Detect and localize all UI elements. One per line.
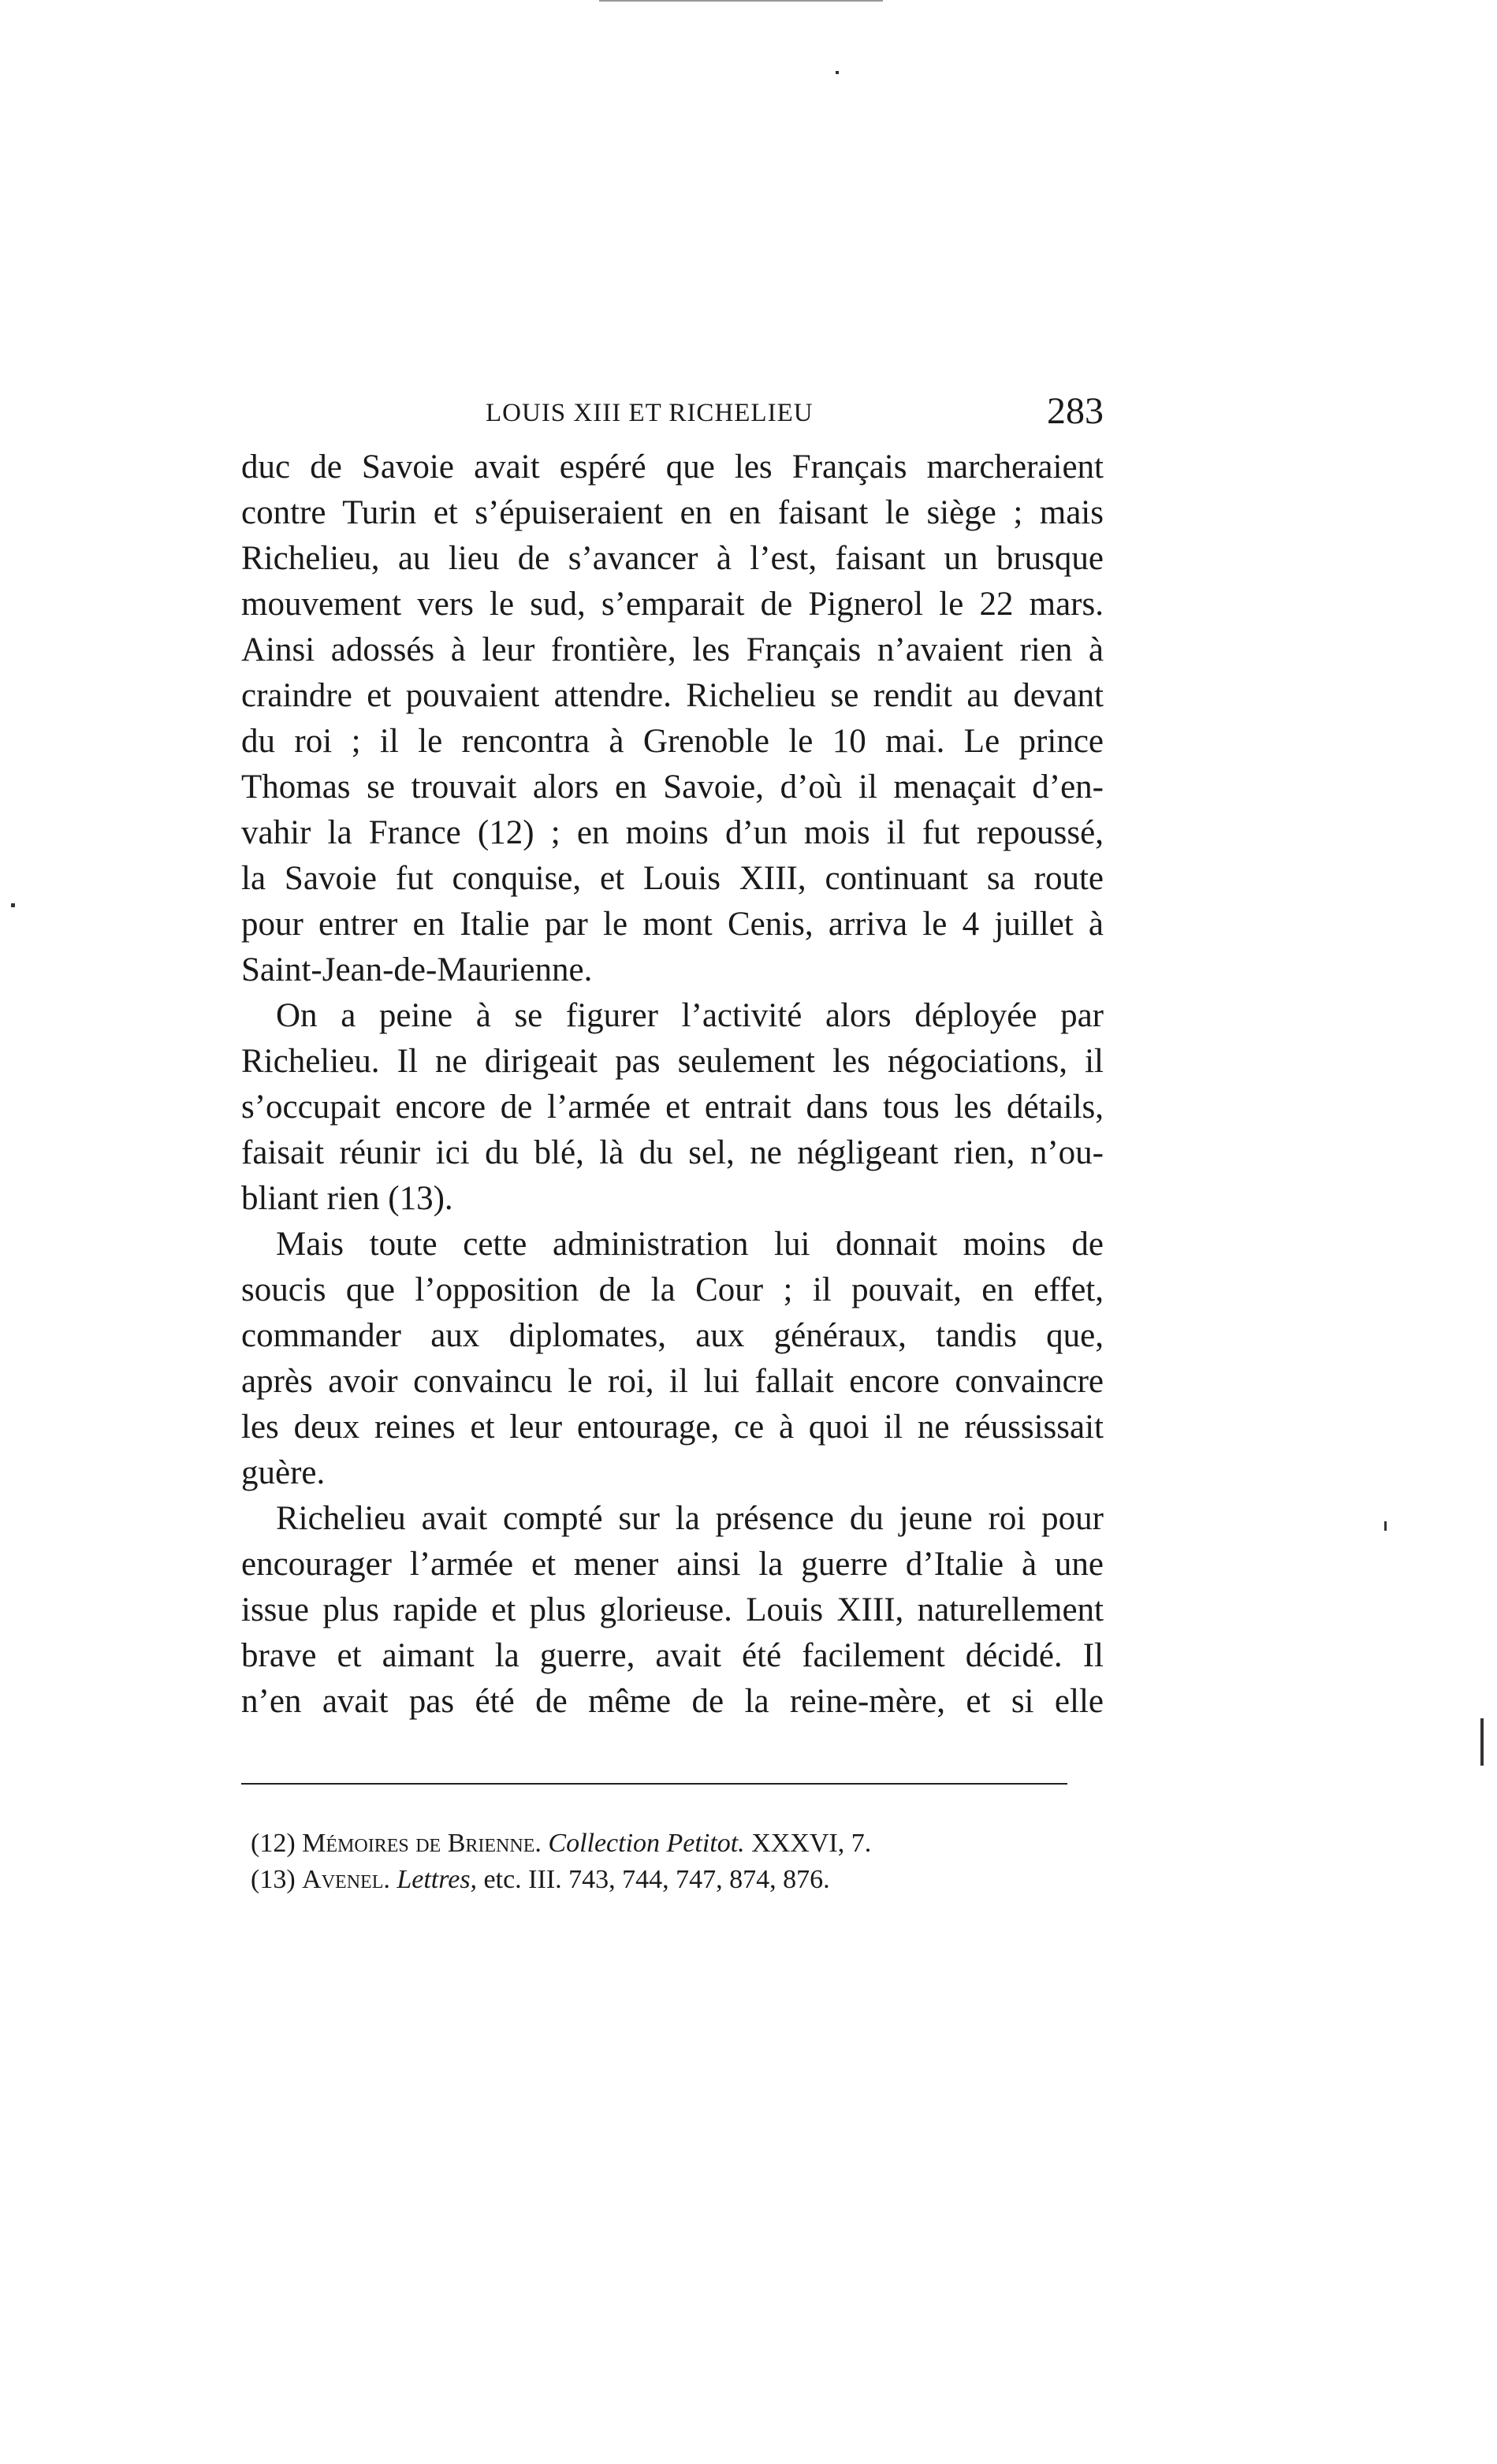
scan-mark [11,903,15,907]
text-line: brave et aimant la guerre, avait été facilement décidé. Il [241,1637,1104,1674]
footnote-reference: etc. III. 743, 744, 747, 874, 876. [483,1865,830,1894]
footnote-author: Avenel. [302,1865,390,1894]
text-line: Saint-Jean-de-Maurienne. [241,951,593,988]
footnote-number: (12) [251,1829,296,1858]
text-line: Richelieu avait compté sur la présence du jeune roi pour [276,1500,1104,1537]
footnote-13 [251,1862,1102,1898]
page-number: 283 [1047,390,1104,432]
text-line: vahir la France (12) ; en moins d’un mois il fut repoussé, [241,814,1104,851]
running-title: LOUIS XIII ET RICHELIEU [486,399,814,427]
text-line: s’occupait encore de l’armée et entrait dans tous les détails, [241,1089,1104,1126]
footnote-author: Mémoires de Brienne. [302,1829,542,1858]
text-line: faisait réunir ici du blé, là du sel, ne négligeant rien, n’ou- [241,1134,1104,1171]
text-line: soucis que l’opposition de la Cour ; il pouvait, en effet, [241,1271,1104,1308]
scan-mark [1384,1521,1387,1531]
text-line: guère. [241,1454,326,1491]
text-line: Richelieu. Il ne dirigeait pas seulement les négociations, il [241,1043,1104,1080]
text-line: craindre et pouvaient attendre. Richelieu se rendit au devant [241,677,1104,714]
text-line: encourager l’armée et mener ainsi la guerre d’Italie à une [241,1546,1104,1583]
text-line: On a peine à se figurer l’activité alors déployée par [276,997,1104,1034]
text-line: mouvement vers le sud, s’emparait de Pignerol le 22 mars. [241,586,1104,623]
text-line: du roi ; il le rencontra à Grenoble le 10 mai. Le prince [241,723,1104,760]
running-head [241,389,1104,445]
text-line: issue plus rapide et plus glorieuse. Louis XIII, naturellement [241,1591,1104,1628]
footnote-number: (13) [251,1865,296,1894]
text-line: duc de Savoie avait espéré que les Français marcheraient [241,449,1104,486]
text-line: les deux reines et leur entourage, ce à quoi il ne réussissait [241,1409,1104,1446]
text-line: n’en avait pas été de même de la reine-mère, et si elle [241,1683,1104,1720]
footnote-work: Lettres, [397,1865,478,1894]
body-text [241,445,1104,1725]
text-line: Richelieu, au lieu de s’avancer à l’est, faisant un brusque [241,540,1104,577]
scan-mark [836,71,839,74]
text-line: Mais toute cette administration lui donnait moins de [276,1226,1104,1263]
footnotes [251,1826,1102,1898]
text-line: contre Turin et s’épuiseraient en en faisant le siège ; mais [241,494,1104,531]
text-line: après avoir convaincu le roi, il lui fallait encore convaincre [241,1363,1104,1400]
text-line: commander aux diplomates, aux généraux, tandis que, [241,1317,1104,1354]
text-line: bliant rien (13). [241,1180,453,1217]
text-line: Ainsi adossés à leur frontière, les Français n’avaient rien à [241,631,1104,668]
footnote-work: Collection Petitot. [548,1829,745,1858]
scan-mark [599,0,883,2]
text-line: pour entrer en Italie par le mont Cenis, arriva le 4 juillet à [241,906,1104,943]
scan-mark [1480,1718,1484,1766]
text-line: Thomas se trouvait alors en Savoie, d’où il menaçait d’en- [241,769,1104,806]
footnote-12 [251,1826,1102,1862]
footnote-reference: XXXVI, 7. [751,1829,872,1858]
footnote-rule [241,1783,1067,1785]
text-line: la Savoie fut conquise, et Louis XIII, continuant sa route [241,860,1104,897]
